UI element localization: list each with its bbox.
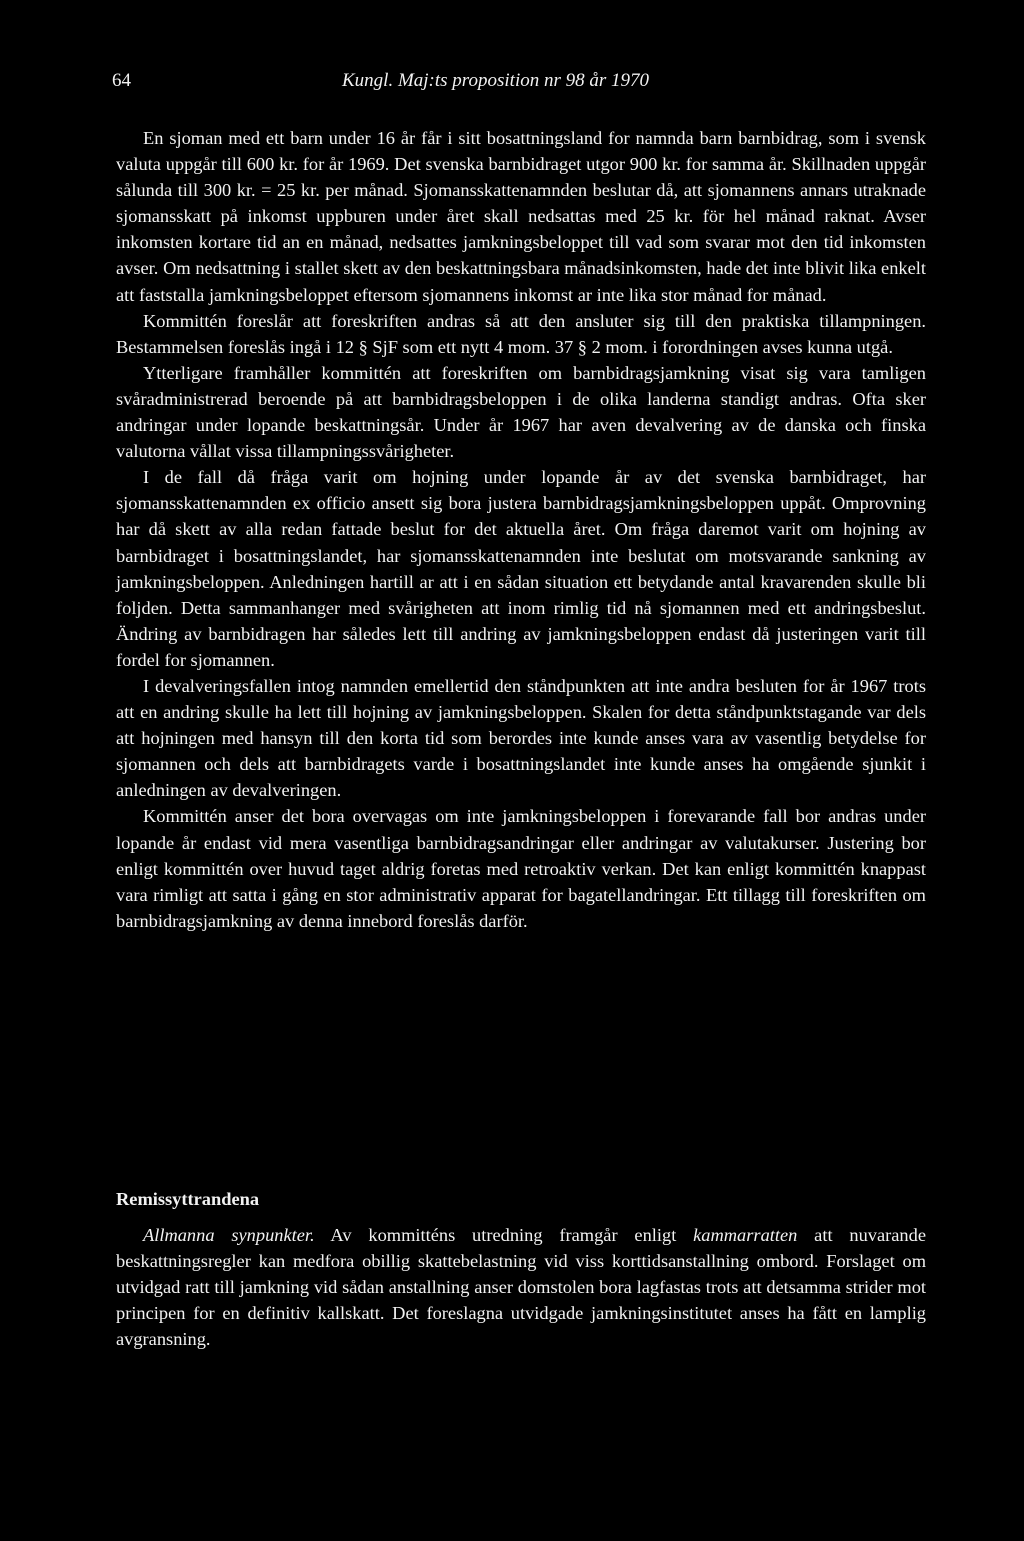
section-text [116,1222,926,1352]
section-text-part: att nuvarande beskattningsregler kan medfora obillig skattebelastning vid viss korttidsanstallning ombord. Forslaget om utvidgad ratt till jamkning vid sådan anstallning anser domstolen bora lagfastas trots att detsamma strider mot principen for en definitiv kallskatt. Det foreslagna utvidgade jamkningsinstitutet anses ha fått en lamplig avgransning. [116,1225,926,1350]
paragraph: En sjoman med ett barn under 16 år får i sitt bosattningsland for namnda barn barnbidrag, som i svensk valuta uppgår till 600 kr. for år 1969. Det svenska barnbidraget utgor 900 kr. for samma år. Skillnaden uppgår sålunda till 300 kr. = 25 kr. per månad. Sjomansskattenamnden beslutar då, att sjomannens annars utraknade sjomansskatt på inkomst uppburen under året skall nedsattas med 25 kr. för hel månad raknat. Avser inkomsten kortare tid an en månad, nedsattes jamkningsbeloppet till vad som svarar mot den tid inkomsten avser. Om nedsattning i stallet skett av den beskattningsbara månadsinkomsten, hade det inte blivit lika enkelt att faststalla jamkningsbeloppet eftersom sjomannens inkomst ar inte lika stor månad for månad. [116,128,926,305]
paragraph: Ytterligare framhåller kommittén att foreskriften om barnbidragsjamkning visat sig vara tamligen svåradministrerad beroende på att barnbidragsbeloppen i de olika landerna standigt andras. Ofta sker andringar under lopande beskattningsår. Under år 1967 har aven devalvering av de danska och finska valutorna vållat vissa tillampningssvårigheter. [116,362,926,462]
section-lead-in: Allmanna synpunkter. [143,1225,315,1245]
section-emphasis: kammarratten [693,1225,798,1245]
paragraph: Kommittén foreslår att foreskriften andras så att den ansluter sig till den praktiska tillampningen. Bestammelsen foreslås ingå i 12 § SjF som ett nytt 4 mom. 37 § 2 mom. i forordningen avses kunna utgå. [116,310,926,357]
section-heading: Remissyttrandena [116,1189,260,1209]
body-text [116,125,926,934]
page-header [112,66,912,96]
paragraph: I devalveringsfallen intog namnden emellertid den ståndpunkten att inte andra besluten for år 1967 trots att en andring skulle ha lett till hojning av jamkningsbeloppen. Skalen for detta ståndpunktstagande var dels att hojningen med hansyn till den korta tid som berordes inte kunde anses vara av vasentlig betydelse for sjomannen och dels att barnbidragets varde i bosattningslandet inte kunde anses ha omgående sjunkit i anledningen av devalveringen. [116,675,926,801]
paragraph: Kommittén anser det bora overvagas om inte jamkningsbeloppen i forevarande fall bor andras under lopande år endast vid mera vasentliga barnbidragsandringar eller andringar av valutakurser. Justering bor enligt kommittén over huvud taget aldrig foretas med retroaktiv verkan. Det kan enligt kommittén knappast vara rimligt att satta i gång en stor administrativ apparat for bagatellandringar. Ett tillagg till foreskriften om barnbidragsjamkning av denna innebord foreslås darför. [116,806,926,931]
paragraph: I de fall då fråga varit om hojning under lopande år av det svenska barnbidraget, har sjomansskattenamnden ex officio ansett sig bora justera barnbidragsjamkningsbeloppen uppåt. Omprovning har då skett av alla redan fattade beslut for det aktuella året. Om fråga daremot varit om hojning av barnbidraget i bosattningslandet, har sjomansskattenamnden inte beslutat om motsvarande sankning av jamkningsbeloppen. Anledningen hartill ar att i en sådan situation ett betydande antal kravarenden skulle bli foljden. Detta sammanhanger med svårigheten att inom rimlig tid nå sjomannen med ett andringsbeslut. Ändring av barnbidragen har således lett till andring av jamkningsbeloppen endast då justeringen varit till fordel for sjomannen. [116,467,926,670]
section-paragraph [116,1222,926,1352]
page-number: 64 [112,70,131,91]
running-title: Kungl. Maj:ts proposition nr 98 år 1970 [342,70,650,91]
section-text-part: Av kommitténs utredning framgår enligt [314,1225,694,1245]
